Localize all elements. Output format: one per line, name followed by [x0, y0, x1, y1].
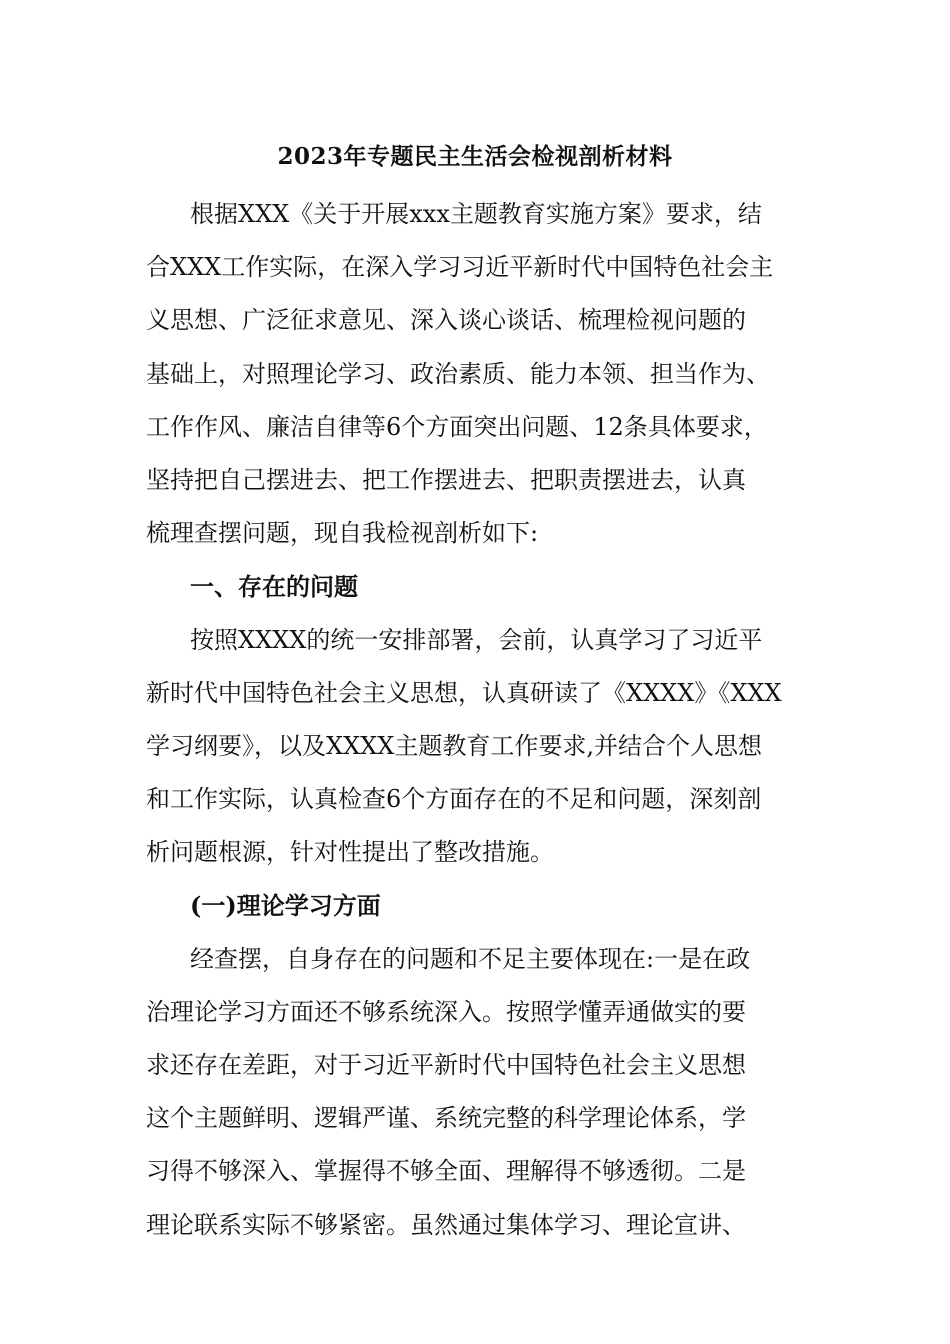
paragraph-line: 求还存在差距，对于习近平新时代中国特色社会主义思想: [146, 1051, 746, 1079]
paragraph-line: 析问题根源，针对性提出了整改措施。: [146, 838, 554, 867]
paragraph-line: 合XXX工作实际，在深入学习习近平新时代中国特色社会主: [146, 253, 774, 282]
paragraph-line: 基础上，对照理论学习、政治素质、能力本领、担当作为、: [146, 359, 770, 388]
paragraph-line: 治理论学习方面还不够系统深入。按照学懂弄通做实的要: [146, 997, 746, 1026]
paragraph-line: 新时代中国特色社会主义思想，认真研读了《XXXX》《XXX: [146, 678, 782, 707]
paragraph-line: 根据XXX《关于开展xxx主题教育实施方案》要求，结: [190, 200, 762, 228]
paragraph-line: 经查摆，自身存在的问题和不足主要体现在:一是在政: [190, 944, 751, 973]
paragraph-line: 按照XXXX的统一安排部署，会前，认真学习了习近平: [190, 625, 763, 654]
document-body: [146, 188, 806, 1252]
section-heading: 一、存在的问题: [190, 572, 358, 602]
paragraph-line: 这个主题鲜明、逻辑严谨、系统完整的科学理论体系，学: [146, 1104, 746, 1133]
paragraph-line: 工作作风、廉洁自律等6个方面突出问题、12条具体要求，: [146, 412, 768, 441]
paragraph-line: 义思想、广泛征求意见、深入谈心谈话、梳理检视问题的: [146, 306, 746, 335]
paragraph-line: 坚持把自己摆进去、把工作摆进去、把职责摆进去，认真: [146, 465, 746, 494]
subsection-heading: (一)理论学习方面: [190, 891, 381, 921]
paragraph-line: 习得不够深入、掌握得不够全面、理解得不够透彻。二是: [146, 1157, 746, 1186]
paragraph-line: 梳理查摆问题，现自我检视剖析如下:: [146, 519, 539, 548]
paragraph-line: 理论联系实际不够紧密。虽然通过集体学习、理论宣讲、: [146, 1210, 746, 1239]
paragraph-line: 学习纲要》，以及XXXX主题教育工作要求,并结合个人思想: [146, 731, 762, 760]
document-title: 2023年专题民主生活会检视剖析材料: [277, 143, 673, 170]
paragraph-line: 和工作实际，认真检查6个方面存在的不足和问题，深刻剖: [146, 785, 762, 814]
